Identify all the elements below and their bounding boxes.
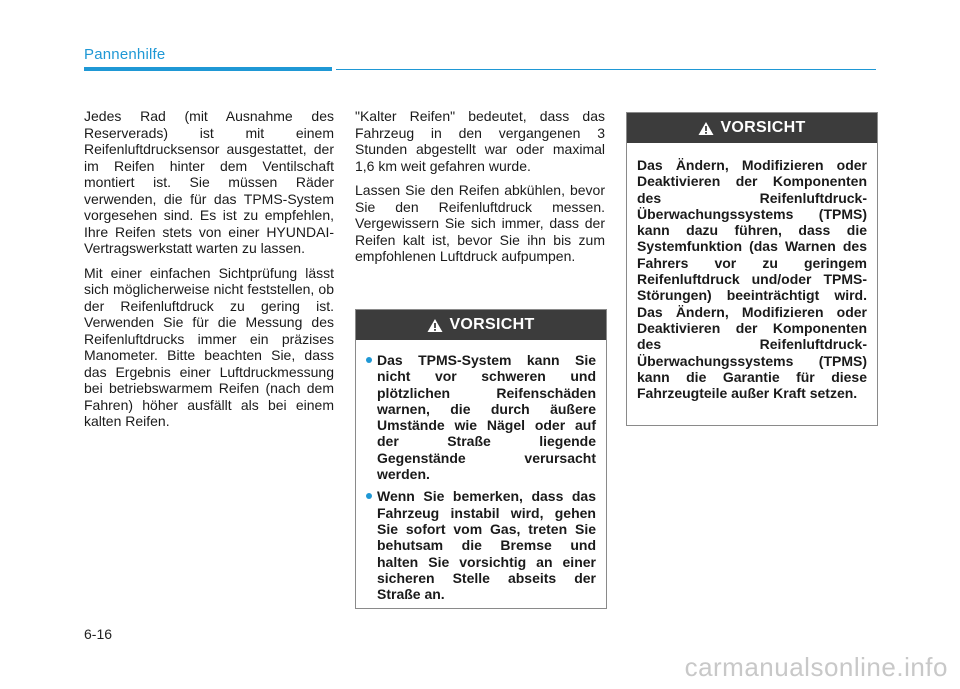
caution-header xyxy=(356,310,606,340)
caution-title: VORSICHT xyxy=(720,119,806,136)
caution-box xyxy=(626,112,878,426)
middle-column xyxy=(355,108,605,273)
caution-header xyxy=(627,113,877,143)
paragraph: Lassen Sie den Reifen abkühlen, bevor Sie den Reifenluftdruck messen. Vergewissern Sie sich immer, dass der Reifen kalt ist, bevor Sie ihn bis zum empfohlenen Luftdruck aufpumpen. xyxy=(355,182,605,264)
watermark: carmanualsonline.info xyxy=(684,652,948,682)
paragraph: "Kalter Reifen" bedeutet, dass das Fahrzeug in den vergangenen 3 Stunden abgestellt war oder maximal 1,6 km weit gefahren wurde. xyxy=(355,108,605,174)
header-rule-thick xyxy=(84,67,332,71)
caution-list xyxy=(366,352,596,602)
paragraph: Jedes Rad (mit Ausnahme des Reserverads) ist mit einem Reifenluftdrucksensor ausgestattet, der im Reifen hinter dem Ventilschaft montiert ist. Sie müssen Räder verwenden, die für das TPMS-System vorgesehen sind. Es ist zu empfehlen, Ihre Reifen stets von einer HYUNDAI-Vertragswerkstatt warten zu lassen. xyxy=(84,108,334,256)
header-rule-thin xyxy=(336,69,876,70)
caution-box xyxy=(355,309,607,609)
caution-body xyxy=(356,340,606,620)
paragraph: Mit einer einfachen Sichtprüfung lässt sich möglicherweise nicht feststellen, ob der Reifenluftdruck zu gering ist. Verwenden Sie für die Messung des Reifenluftdrucks immer ein präzises Manometer. Bitte beachten Sie, dass das Ergebnis einer Luftdruckmessung bei betriebswarmem Reifen (nach dem Fahren) höher ausfällt als bei einem kalten Reifen. xyxy=(84,264,334,429)
warning-triangle-icon xyxy=(427,318,443,333)
list-item: Das TPMS-System kann Sie nicht vor schweren und plötzlichen Reifenschäden warnen, die durch äußere Umstände wie Nägel oder auf der Straße liegende Gegenstände verursacht werden. xyxy=(366,352,596,482)
caution-body: Das Ändern, Modifizieren oder Deaktivieren der Komponenten des Reifenluftdruck-Überwachungssystems (TPMS) kann dazu führen, dass die Systemfunktion (das Warnen des Fahrers vor zu geringem Reifenluftdruck und/oder TPMS-Störungen) beeinträchtigt wird. Das Ändern, Modifizieren oder Deaktivieren der Komponenten des Reifenluftdruck-Überwachungssystems (TPMS) kann die Garantie für diese Fahrzeugteile außer Kraft setzen. xyxy=(637,157,867,402)
page-number: 6-16 xyxy=(84,626,113,642)
caution-title: VORSICHT xyxy=(449,316,535,333)
warning-triangle-icon xyxy=(698,121,714,136)
left-column xyxy=(84,108,334,438)
section-title: Pannenhilfe xyxy=(84,46,166,63)
list-item: Wenn Sie bemerken, dass das Fahrzeug instabil wird, gehen Sie sofort vom Gas, treten Sie behutsam die Bremse und halten Sie vorsichtig an einer sicheren Stelle abseits der Straße an. xyxy=(366,488,596,602)
